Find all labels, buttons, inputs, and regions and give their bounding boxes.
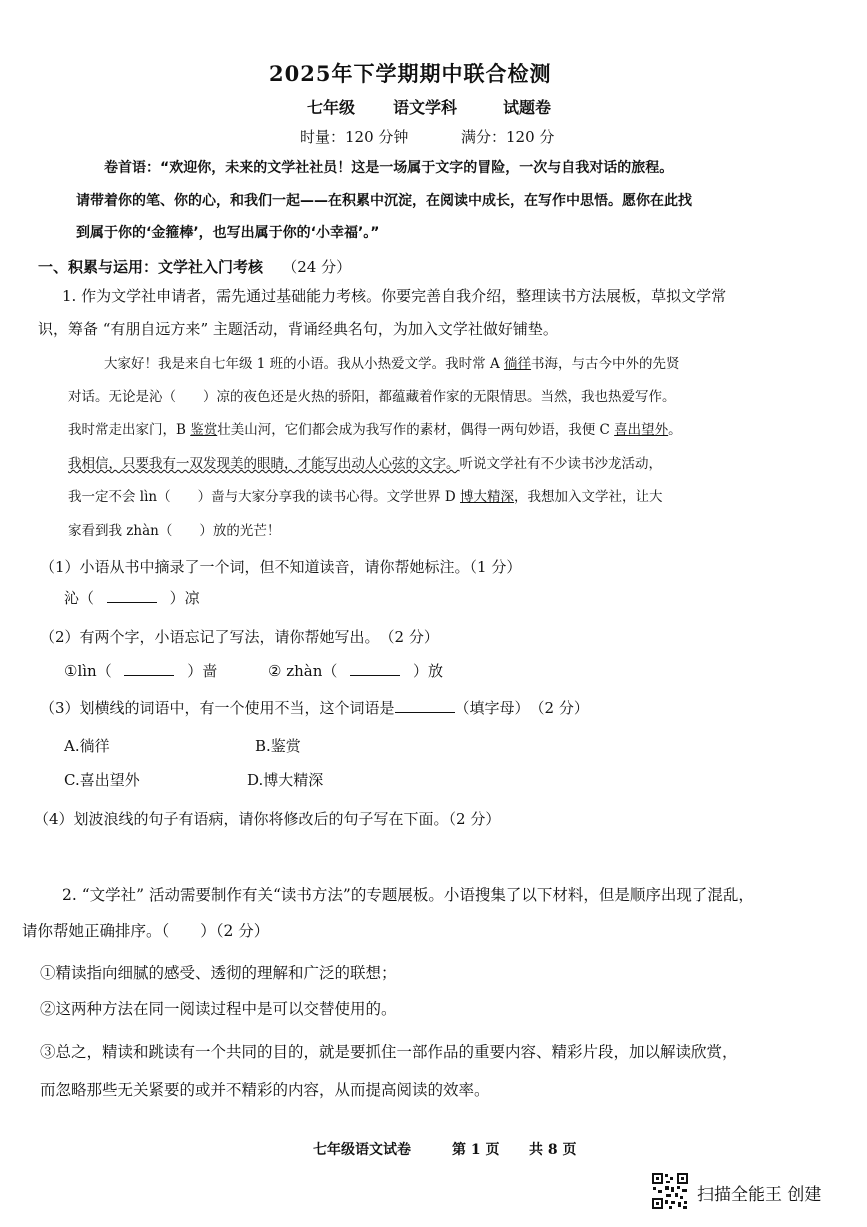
sub-question-2-answer-1: ①lìn（ ）啬: [64, 662, 218, 680]
passage-line-1: 大家好！我是来自七年级 1 班的小语。我从小热爱文学。我时常 A 徜徉书海，与古今中外的先贤: [104, 356, 680, 372]
q1-intro-line-2: 识，筹备 “有朋自远方来” 主题活动，背诵经典名句，为加入文学社做好铺垫。: [38, 320, 558, 338]
passage-line-5: 我一定不会 lìn（ ）啬与大家分享我的读书心得。文学世界 D 博大精深，我想加入文学社，让大: [68, 489, 663, 505]
q2-item-3: ③总之，精读和跳读有一个共同的目的，就是要抓住一部作品的重要内容、精彩片段，加以解读欣赏，: [40, 1043, 738, 1061]
section-1-title: [38, 256, 351, 277]
passage-line-4: 我相信，只要我有一双发现美的眼睛，才能写出动人心弦的文字。听说文学社有不少读书沙龙活动，: [68, 456, 662, 472]
full-score: 满分：120 分: [461, 128, 555, 146]
foreword-line-1: 卷首语：“欢迎你，未来的文学社社员！这是一场属于文字的冒险，一次与自我对话的旅程。: [104, 160, 674, 176]
pinyin-answer-blank[interactable]: [107, 588, 157, 603]
foreword-line-2: 请带着你的笔、你的心，和我们一起——在积累中沉淀，在阅读中成长，在写作中思悟。愿你在此找: [76, 193, 692, 209]
q2-intro-line-1: 2. “文学社” 活动需要制作有关“读书方法”的专题展板。小语搜集了以下材料，但是顺序出现了混乱，: [62, 886, 754, 904]
option-d: D.博大精深: [247, 771, 324, 789]
footer-paper-name: 七年级语文试卷: [313, 1142, 411, 1158]
sub-question-3: （3）划横线的词语中，有一个使用不当，这个词语是 （填字母） （2 分）: [40, 699, 589, 717]
passage-line-3: 我时常走出家门，B 鉴赏壮美山河，它们都会成为我写作的素材，偶得一两句妙语，我便 C 喜出望外。: [68, 422, 682, 438]
foreword-line-3: 到属于你的‘金箍棒’，也写出属于你的‘小幸福’。”: [76, 225, 380, 241]
scanner-watermark: 扫描全能王 创建: [697, 1185, 822, 1205]
letter-answer-blank[interactable]: [395, 698, 455, 713]
underlined-word-d: 博大精深: [460, 489, 515, 505]
underlined-word-a: 徜徉: [504, 356, 532, 372]
sub-question-1-answer: 沁（ ）凉: [64, 589, 200, 607]
character-answer-blank-2[interactable]: [350, 661, 400, 676]
option-b: B.鉴赏: [255, 737, 301, 755]
q2-item-3-continued: 而忽略那些无关紧要的或并不精彩的内容，从而提高阅读的效率。: [40, 1081, 490, 1099]
footer-page-number: 第 1 页: [452, 1142, 500, 1158]
sub-question-1: （1）小语从书中摘录了一个词，但不知道读音，请你帮她标注。（1 分）: [40, 558, 522, 576]
q2-intro-line-2: 请你帮她正确排序。（ ）（2 分）: [22, 922, 270, 940]
paper-label: 试题卷: [503, 98, 552, 117]
grade-label: 七年级: [307, 98, 356, 117]
option-a: A.徜徉: [64, 737, 110, 755]
footer-total-pages: 共 8 页: [529, 1142, 577, 1158]
passage-line-6: 家看到我 zhàn（ ）放的光芒！: [68, 523, 281, 539]
sub-question-4: （4）划波浪线的句子有语病，请你将修改后的句子写在下面。（2 分）: [34, 810, 501, 828]
wavy-sentence: 我相信，只要我有一双发现美的眼睛，才能写出动人心弦的文字。: [68, 456, 460, 472]
option-c: C.喜出望外: [64, 771, 140, 789]
section-1-name: 一、积累与运用：文学社入门考核: [38, 258, 264, 276]
sub-question-2: （2）有两个字，小语忘记了写法，请你帮她写出。 （2 分）: [40, 628, 439, 646]
sub-question-2-answer-2: ② zhàn（ ）放: [268, 662, 443, 680]
section-1-points: （24 分）: [282, 258, 352, 276]
underlined-word-c: 喜出望外: [614, 422, 669, 438]
passage-line-2: 对话。无论是沁（ ）凉的夜色还是火热的骄阳，都蕴藏着作家的无限情思。当然，我也热爱写作。: [68, 389, 676, 405]
q2-item-2: ②这两种方法在同一阅读过程中是可以交替使用的。: [40, 1000, 397, 1018]
exam-title: 2025年下学期期中联合检测: [269, 61, 552, 86]
q2-item-1: ①精读指向细腻的感受、透彻的理解和广泛的联想；: [40, 964, 397, 982]
underlined-word-b: 鉴赏: [190, 422, 218, 438]
subject-label: 语文学科: [393, 98, 458, 117]
qr-code-icon: [651, 1172, 689, 1210]
q1-intro-line-1: 1. 作为文学社申请者，需先通过基础能力考核。你要完善自我介绍，整理读书方法展板，草拟文学常: [62, 287, 727, 305]
character-answer-blank-1[interactable]: [124, 661, 174, 676]
time-limit: 时量：120 分钟: [300, 128, 409, 146]
